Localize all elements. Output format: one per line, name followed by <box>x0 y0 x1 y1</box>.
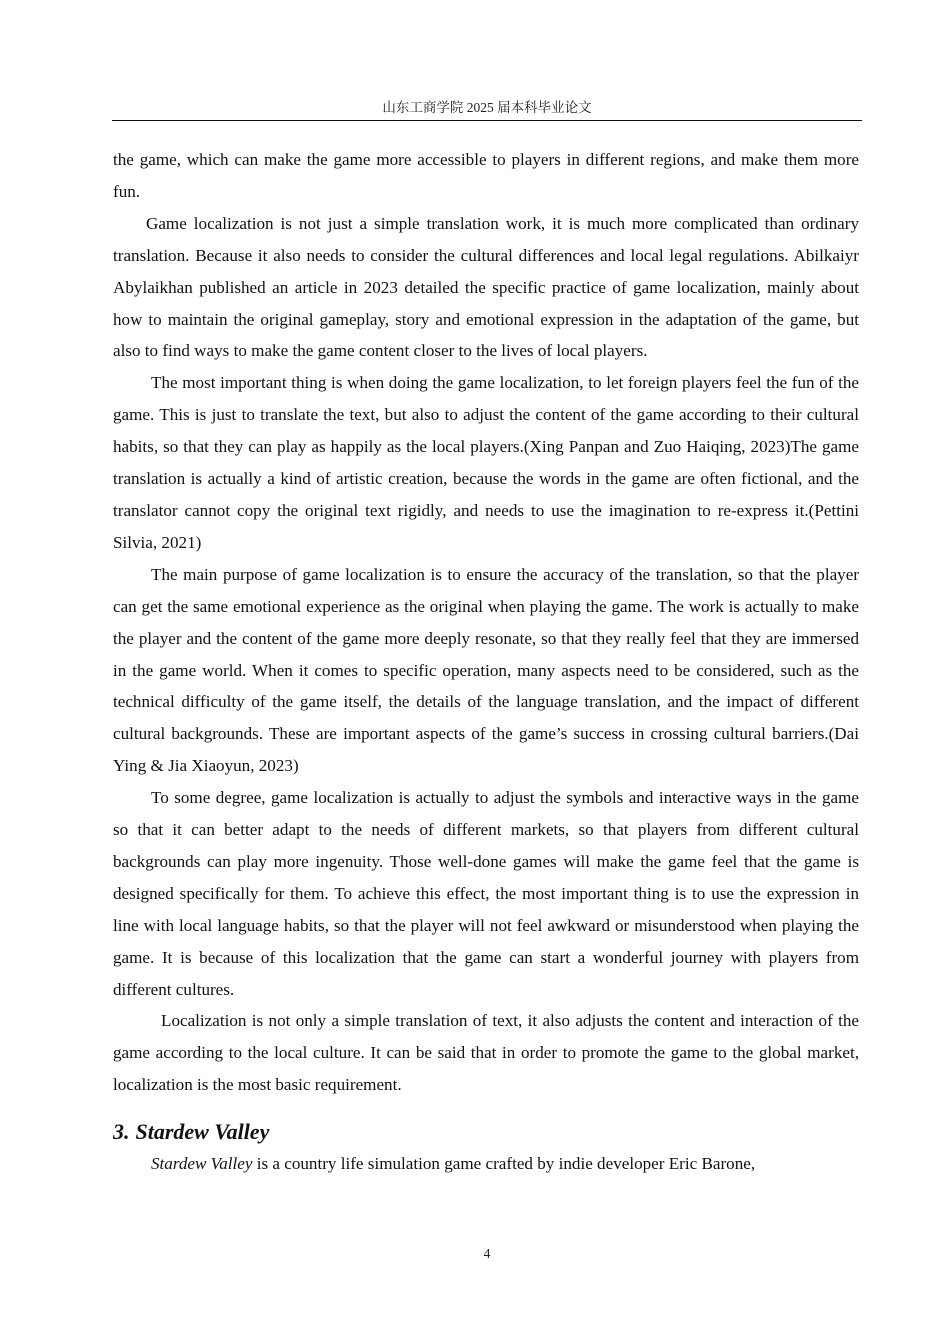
page-number: 4 <box>483 1246 491 1261</box>
section-title: Stardew Valley <box>135 1119 270 1145</box>
paragraph-basic-requirement: Localization is not only a simple translation of text, it also adjusts the content and interaction of the game according to the local culture. It can be said that in order to promote the game to the global market, localization is the most basic requirement. <box>113 1011 859 1095</box>
paragraph-symbols-interaction: To some degree, game localization is actually to adjust the symbols and interactive ways in the game so that it can better adapt to the needs of different markets, so that players from different cultural backgrounds can play more ingenuity. Those well-done games will make the game feel that the game is designed specifically for them. To achieve this effect, the most important thing is to use the expression in line with local language habits, so that the player will not feel awkward or misunderstood when playing the game. It is because of this localization that the game can start a wonderful journey with players from different cultures. <box>113 788 859 999</box>
paragraph-localization-complexity: Game localization is not just a simple translation work, it is much more complicated than ordinary translation. Because it also needs to consider the cultural differences and local legal regulations. Abilkaiyr Abylaikhan published an article in 2023 detailed the specific practice of game localization, mainly about how to maintain the original gameplay, story and emotional expression in the adaptation of the game, but also to find ways to make the game content closer to the lives of local players. <box>113 213 859 361</box>
paragraph-continuation: the game, which can make the game more accessible to players in different regions, and make them more fun. <box>113 150 859 201</box>
section-number: 3. <box>113 1119 130 1145</box>
paragraph-foreign-players: The most important thing is when doing the game localization, to let foreign players feel the fun of the game. This is just to translate the text, but also to adjust the content of the game according to their cultural habits, so that they can play as happily as the local players.(Xing Panpan and Zuo Haiqing, 2023)The game translation is actually a kind of artistic creation, because the words in the game are often fictional, and the translator cannot copy the original text rigidly, and needs to use the imagination to re-express it.(Pettini Silvia, 2021) <box>113 373 859 552</box>
paragraph-stardew-intro <box>113 1148 859 1180</box>
body-text <box>113 144 859 1180</box>
section-heading <box>113 1116 859 1148</box>
game-title-italic: Stardew Valley <box>151 1154 253 1174</box>
intro-text: is a country life simulation game crafted by indie developer Eric Barone, <box>252 1154 756 1174</box>
header-rule <box>112 120 862 121</box>
running-header: 山东工商学院 2025 届本科毕业论文 <box>382 100 592 115</box>
paragraph-main-purpose: The main purpose of game localization is to ensure the accuracy of the translation, so that the player can get the same emotional experience as the original when playing the game. The work is actually to make the player and the content of the game more deeply resonate, so that they really feel that they are immersed in the game world. When it comes to specific operation, many aspects need to be considered, such as the technical difficulty of the game itself, the details of the language translation, and the impact of different cultural backgrounds. These are important aspects of the game’s success in crossing cultural barriers.(Dai Ying & Jia Xiaoyun, 2023) <box>113 564 859 776</box>
